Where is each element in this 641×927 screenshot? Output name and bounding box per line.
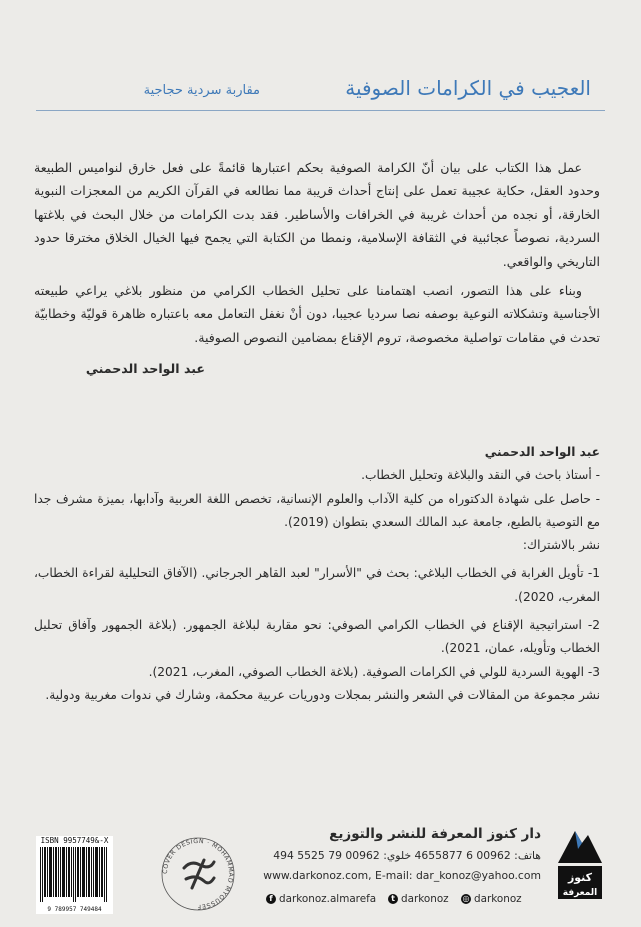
bio-line-1: - أستاذ باحث في النقد والبلاغة وتحليل الخطاب. [361,468,600,483]
isbn-label: ISBN 9957749&-X [40,836,109,845]
facebook-handle: darkonoz.almarefa [279,893,377,905]
facebook-icon: f [266,894,276,904]
barcode-bars [40,847,109,902]
social-links [266,893,541,909]
book-title: العجيب في الكرامات الصوفية [345,76,591,100]
twitter-handle: darkonoz [401,893,449,905]
publication-3: 3- الهوية السردية للولي في الكرامات الصوفية. (بلاغة الخطاب الصوفي، المغرب، 2021). [148,664,600,679]
bio-line-2: - حاصل على شهادة الدكتوراه من كلية الآداب والعلوم الإنسانية، تخصص اللغة العربية وآدابها، بميزة مشرف جدا مع التوصية بالطبع، جامعة عبد المالك السعدي بتطوان (2019). [34,491,600,529]
barcode [36,836,113,914]
publisher-name: دار كنوز المعرفة للنشر والتوزيع [329,826,541,842]
author-name: عبد الواحد الدحمني [484,445,600,459]
publisher-web-email[interactable]: www.darkonoz.com, E-mail: dar_konoz@yahoo.com [263,869,541,882]
header [36,74,605,111]
bio-closing: نشر مجموعة من المقالات في الشعر والنشر بمجلات ودوريات عربية محكمة، وشارك في ندوات مغربية ودولية. [45,687,600,702]
cover-design-credit: COVER DESIGN · MOHAMMAD MYOUSSEF [161,837,235,911]
twitter-icon: t [388,894,398,904]
logo-text-1: كنوز [567,871,593,884]
twitter-link[interactable] [388,893,449,905]
instagram-handle: darkonoz [474,893,522,905]
barcode-digits: 9 789957 749484 [47,906,102,913]
publications-heading: نشر بالاشتراك: [522,538,600,553]
instagram-icon: ◎ [462,894,470,903]
abstract-paragraph-2: وبناء على هذا التصور، انصب اهتمامنا على تحليل الخطاب الكرامي من منظور بلاغي يراعي طبيعته الأجناسية وتشكلاته النوعية بوصفه نصا سرديا عجيبا، دون أنْ نغفل التعامل معه باعتباره ظاهرة قوليّة وخطابيّة تحدث في مقامات تواصلية مخصوصة، تروم الإقناع بمضامين النصوص الصوفية. [34,283,600,345]
book-subtitle: مقاربة سردية حجاجية [143,83,260,98]
logo-text-2: المعرفة [562,888,598,898]
abstract-paragraph-1: عمل هذا الكتاب على بيان أنّ الكرامة الصوفية بحكم اعتبارها قائمةً على فعل خارق لنواميس الطبيعة وحدود العقل، حكاية عجيبة تعمل على إنتاج أحداث قريبة مما نطالعه في القرآن الكريم من المعجزات النبوية الخارقة، أو نجده من أحداث غريبة في الخرافات والأساطير. فقد بدت الكرامات من خلال البحث في بلاغتها السردية، نصوصاً عجائبية في الثقافة الإسلامية، ونمطا من الكتابة التي يجمح فيها الخيال الخلاق مخترقا حدود التاريخي والواقعي. [34,160,600,269]
facebook-link[interactable] [266,893,376,905]
publisher-phones: هاتف: 00962 6 4655877 خلوي: 00962 79 5525 494 [273,849,541,862]
publication-2: 2- استراتيجية الإقناع في الخطاب الكرامي الصوفي: نحو مقاربة لبلاغة الجمهور. (بلاغة الجمهور وآفاق تحليل الخطاب وتأويله، عمان، 2021). [34,618,600,656]
abstract-signature: عبد الواحد الدحمني [85,361,205,376]
instagram-link[interactable] [461,893,522,905]
publication-1: 1- تأويل الغرابة في الخطاب البلاغي: بحث في "الأسرار" لعبد القاهر الجرجاني. (الآفاق التحليلية لقراءة الخطاب، المغرب، 2020). [34,566,600,604]
cover-design-stamp [158,834,238,914]
abstract [34,156,600,349]
publisher-logo [555,821,605,901]
author-bio [34,441,600,707]
